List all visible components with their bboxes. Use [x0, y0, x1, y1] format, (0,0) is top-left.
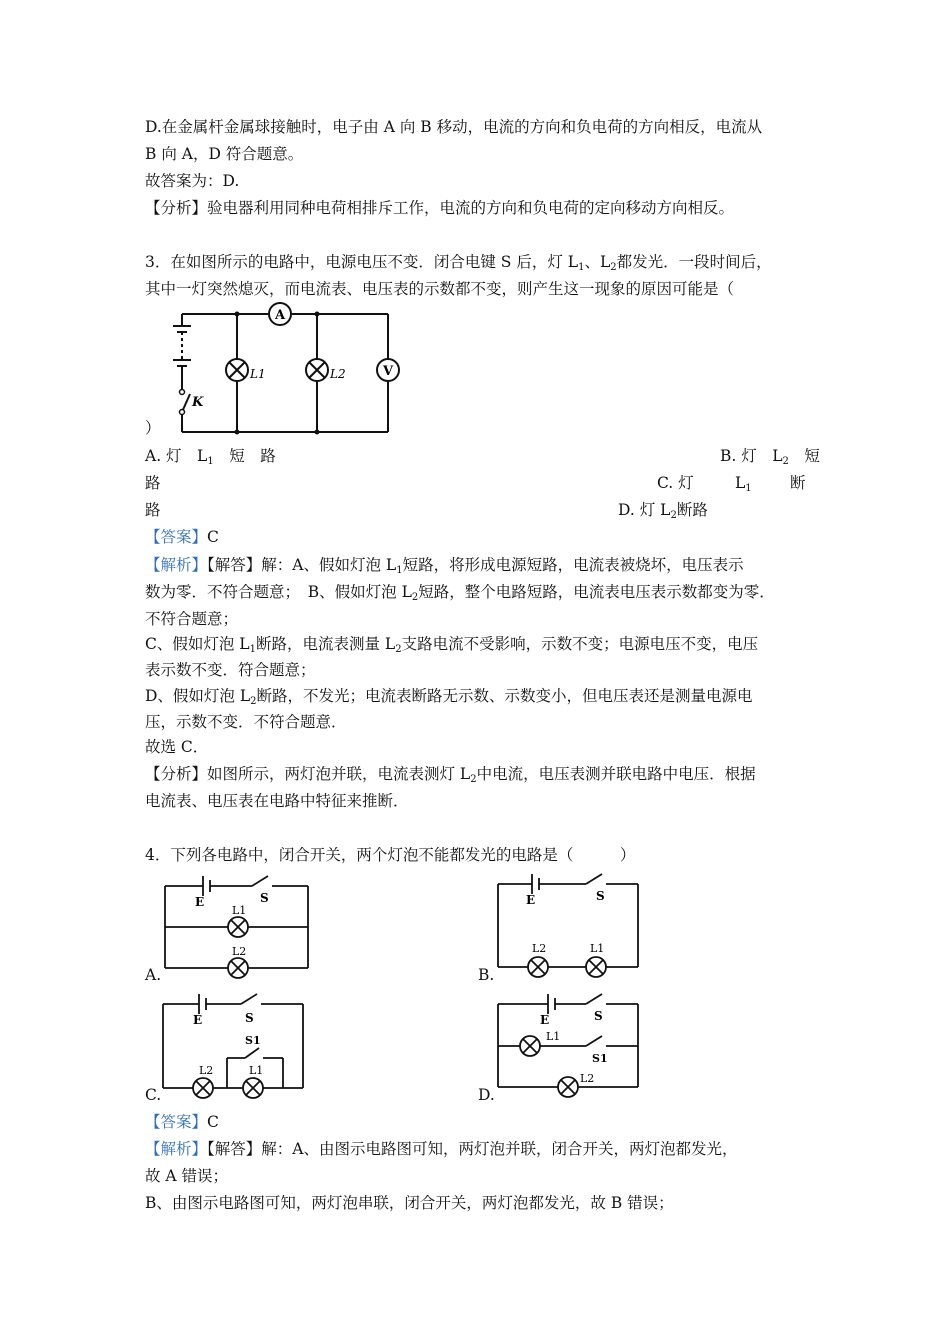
prev-option-d-line1: D.在金属杆金属球接触时，电子由 A 向 B 移动，电流的方向和负电荷的方向相反，电流从: [145, 118, 763, 136]
q3-option-c-pre: C. 灯: [657, 474, 694, 492]
label-l2: L2: [232, 945, 247, 958]
opt-a-pre: A. 灯 L: [145, 447, 208, 465]
label-s: S: [594, 1009, 603, 1023]
q3-exp-line5: 表示数不变．符合题意；: [145, 661, 316, 679]
label-s1: S1: [592, 1052, 608, 1065]
sub-1: 1: [207, 456, 214, 467]
q3-option-d: [618, 500, 708, 526]
q3-option-a-wrap: 路: [145, 474, 161, 492]
sub-2: 2: [782, 456, 789, 467]
q3-exp-line1: [145, 555, 810, 581]
label-l1: L1: [232, 904, 247, 917]
q4-exp-line2: 故 A 错误；: [145, 1167, 229, 1185]
opt-d-pre: D. 灯 L: [618, 501, 671, 519]
lamp1-label: L1: [250, 367, 266, 381]
prev-analysis-tag: 【分析】: [145, 199, 208, 217]
sub-1: 1: [578, 262, 585, 273]
q4-answer: [145, 1112, 810, 1132]
q4-figure-c: [155, 990, 315, 1100]
prev-analysis-text: 验电器利用同种电荷相排斥工作，电流的方向和负电荷的定向移动方向相反。: [207, 199, 735, 217]
exp1: 【解答】解：A、由图示电路图可知，两灯泡并联，闭合开关，两灯泡都发光，: [207, 1140, 738, 1158]
q3-fx-line2: 电流表、电压表在电路中特征来推断．: [145, 792, 409, 810]
q4-exp-line1: [145, 1139, 810, 1159]
q4-label-b: B.: [478, 966, 495, 984]
label-l1: L1: [546, 1030, 561, 1043]
fx1-b: 中电流，电压表测并联电路中电压．根据: [476, 765, 756, 783]
prev-analysis: [145, 198, 810, 218]
label-l2: L2: [580, 1072, 595, 1085]
opt-b-post: 短: [788, 447, 820, 465]
lamp2-label: L2: [330, 367, 346, 381]
q3-exp-line7: 压，示数不变．不符合题意．: [145, 713, 347, 731]
q4-stem: 4．下列各电路中，闭合开关，两个灯泡不能都发光的电路是（ ）: [145, 846, 636, 864]
label-s1: S1: [245, 1034, 261, 1047]
answer-value: C: [207, 528, 219, 546]
label-l1: L1: [590, 942, 605, 955]
q4-figure-a: [160, 870, 320, 980]
sub-2: 2: [411, 592, 419, 603]
q3-exp-line3: 不符合题意；: [145, 610, 239, 628]
opt-c-mid: L: [735, 474, 746, 492]
voltmeter-label: V: [382, 364, 394, 379]
analysis-tag: 【解析】: [145, 556, 208, 574]
sub-2: 2: [250, 696, 257, 707]
q3-stem-line2: 其中一灯突然熄灭，而电流表、电压表的示数都不变，则产生这一现象的原因可能是（: [145, 280, 735, 298]
prev-answer-line: 故答案为：D.: [145, 172, 240, 190]
q3-exp-line6: [145, 686, 810, 712]
label-s: S: [260, 891, 269, 905]
q3-option-b: [720, 446, 820, 472]
answer-value: C: [207, 1113, 219, 1131]
exp2-b: 短路，整个电路短路，电流表电压表示数都变为零．: [418, 583, 775, 601]
q4-label-a: A.: [145, 966, 162, 984]
sub-2: 2: [395, 644, 402, 655]
opt-d-post: 断路: [676, 501, 708, 519]
label-l1: L1: [249, 1064, 264, 1077]
ammeter-label: A: [274, 308, 286, 323]
switch-label: K: [192, 395, 204, 410]
exp1-b: 短路，将形成电源短路，电流表被烧坏，电压表示: [402, 556, 744, 574]
exp4-c: 支路电流不受影响，示数不变；电源电压不变，电压: [401, 635, 759, 653]
label-s: S: [596, 889, 605, 903]
sub-1: 1: [745, 483, 752, 494]
q4-label-d: D.: [478, 1086, 495, 1104]
opt-a-post: 短 路: [213, 447, 276, 465]
q3-fx-line1: [145, 764, 810, 790]
label-l2: L2: [199, 1064, 214, 1077]
sub-2: 2: [670, 510, 677, 521]
q3-option-c-mid: [735, 473, 752, 499]
q3-exp-line4: [145, 634, 810, 660]
exp6-b: 断路，不发光；电流表断路无示数、示数变小，但电压表还是测量电源电: [256, 687, 753, 705]
sub-2: 2: [610, 262, 617, 273]
q3-stem-b: 、L: [584, 253, 611, 271]
q3-exp-line2: [145, 582, 810, 608]
q3-stem-c: 都发光．一段时间后，: [616, 253, 772, 271]
q3-stem-line1: [145, 252, 810, 278]
sub-1: 1: [396, 565, 403, 576]
prev-option-d-line2: B 向 A，D 符合题意。: [145, 145, 304, 163]
q3-exp-line8: 故选 C．: [145, 738, 209, 756]
answer-tag: 【答案】: [145, 1113, 208, 1131]
q4-exp-line3: B、由图示电路图可知，两灯泡串联，闭合开关，两灯泡都发光，故 B 错误；: [145, 1194, 674, 1212]
label-e: E: [195, 895, 205, 909]
opt-b-pre: B. 灯 L: [720, 447, 783, 465]
answer-tag: 【答案】: [145, 528, 208, 546]
q3-option-c-post: 断: [790, 474, 806, 492]
sub-1: 1: [249, 644, 256, 655]
exp6-a: D、假如灯泡 L: [145, 687, 251, 705]
label-s: S: [245, 1011, 254, 1025]
analysis-tag: 【解析】: [145, 1140, 208, 1158]
exp4-b: 断路，电流表测量 L: [255, 635, 396, 653]
q3-answer: [145, 527, 810, 547]
sub-2: 2: [470, 774, 477, 785]
q3-option-a: [145, 446, 276, 472]
q3-stem-a: 3．在如图所示的电路中，电源电压不变．闭合电键 S 后，灯 L: [145, 253, 579, 271]
q3-option-b-wrap: 路: [145, 501, 161, 519]
label-e: E: [540, 1013, 550, 1027]
q3-close-paren: ）: [145, 419, 161, 437]
q4-label-c: C.: [145, 1086, 162, 1104]
q3-circuit-figure: [160, 300, 400, 440]
exp4-a: C、假如灯泡 L: [145, 635, 250, 653]
label-l2: L2: [532, 942, 547, 955]
label-e: E: [526, 893, 536, 907]
fx1-a: 【分析】如图所示，两灯泡并联，电流表测灯 L: [145, 765, 471, 783]
exp1-a: 【解答】解：A、假如灯泡 L: [207, 556, 397, 574]
exp2-a: 数为零．不符合题意； B、假如灯泡 L: [145, 583, 412, 601]
q4-figure-b: [490, 870, 650, 980]
label-e: E: [193, 1013, 203, 1027]
q4-figure-d: [490, 990, 650, 1100]
